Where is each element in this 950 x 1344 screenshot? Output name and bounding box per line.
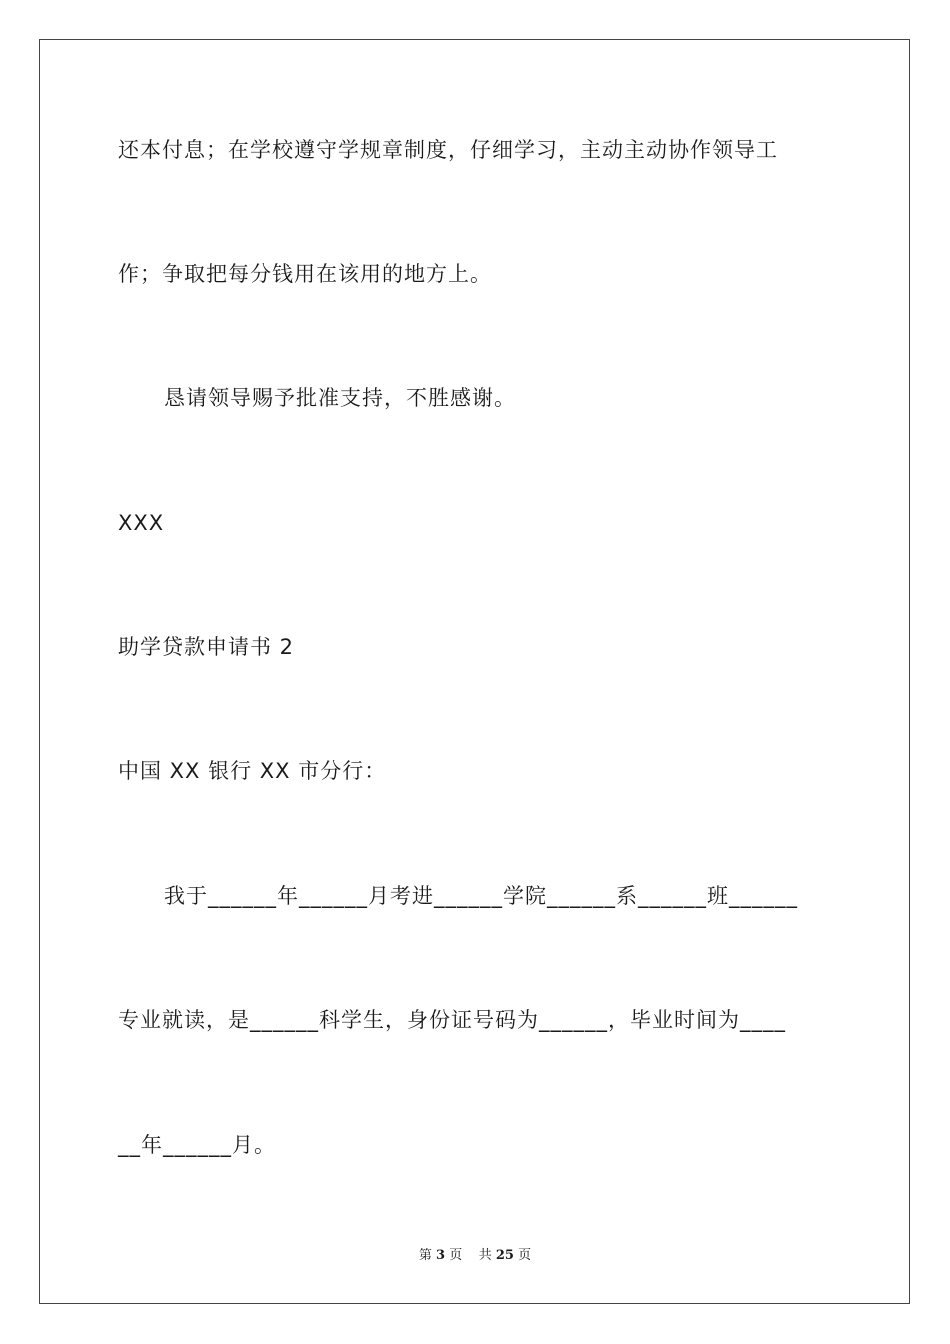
salutation: 中国 XX 银行 XX 市分行：: [118, 759, 387, 783]
signature-name: XXX: [118, 511, 165, 535]
body-line-enrollment: 我于______年______月考进______学院______系______班______: [164, 884, 798, 908]
body-line-2: 作；争取把每分钱用在该用的地方上。: [118, 262, 492, 286]
section-title: 助学贷款申请书 2: [118, 635, 295, 659]
closing-request-paragraph: 恳请领导赐予批准支持，不胜感谢。: [164, 386, 516, 410]
total-pages-number: 25: [495, 1248, 514, 1263]
current-page-number: 3: [436, 1248, 446, 1263]
footer-middle: 页 共: [445, 1248, 496, 1263]
body-line-major: 专业就读，是______科学生，身份证号码为______，毕业时间为____: [118, 1008, 786, 1032]
footer-suffix: 页: [513, 1248, 532, 1263]
footer-prefix: 第: [418, 1248, 437, 1263]
body-line-graduation: __年______月。: [118, 1133, 276, 1157]
page-border: [39, 39, 910, 1304]
body-line-1: 还本付息；在学校遵守学规章制度，仔细学习，主动主动协作领导工: [118, 138, 778, 162]
page-footer: [0, 1247, 950, 1265]
